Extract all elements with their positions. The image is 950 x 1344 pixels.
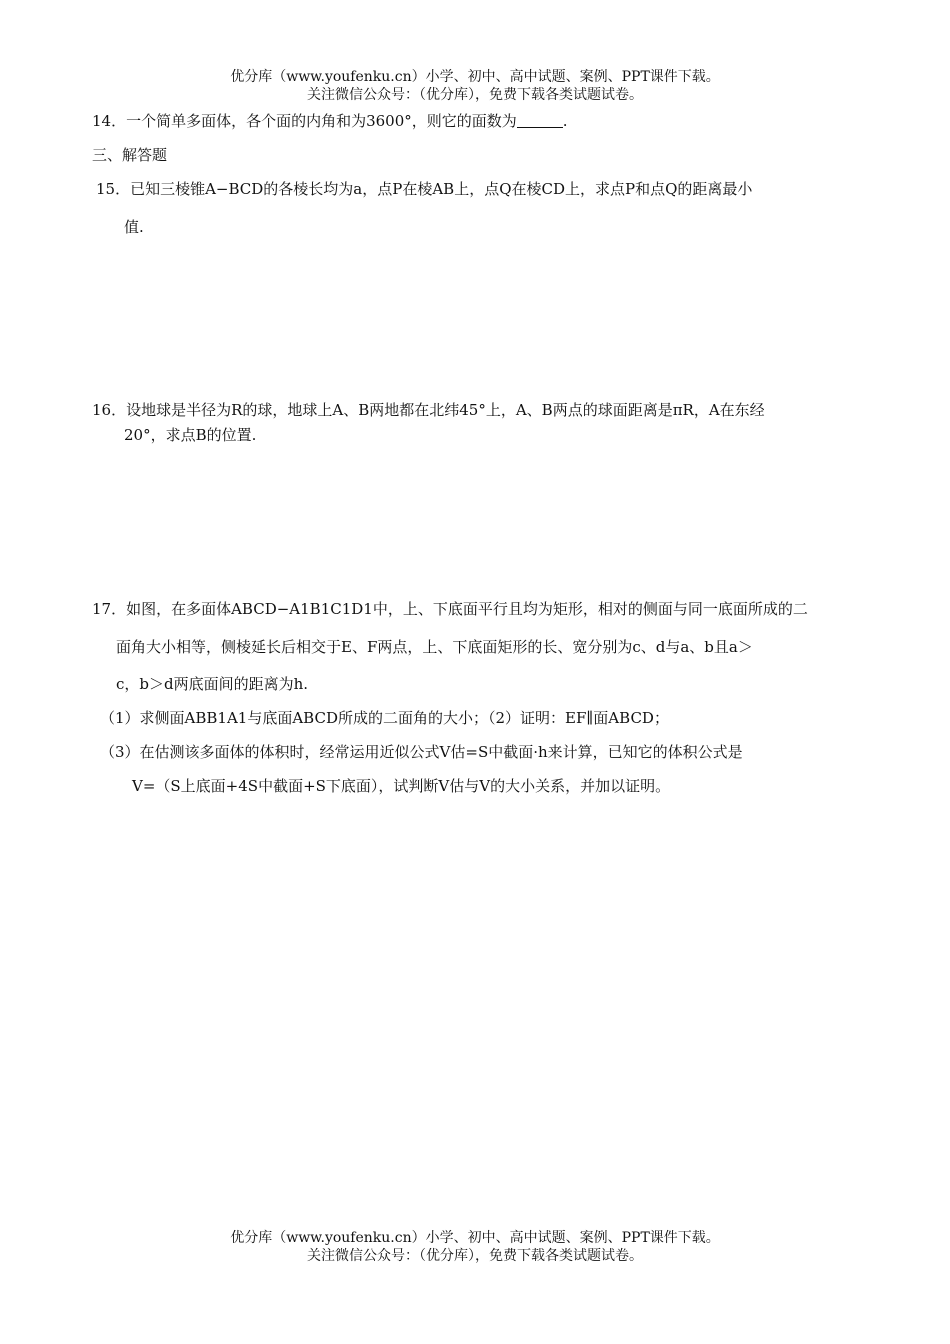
header-line-1: 优分库（www.youfenku.cn）小学、初中、高中试题、案例、PPT课件下载。 [230,69,720,85]
question-14-text: 一个简单多面体，各个面的内角和为3600°，则它的面数为 [126,112,517,130]
section-heading: 三、解答题 [92,146,168,164]
question-15-line-1: 已知三棱锥A−BCD的各棱长均为a，点P在棱AB上，点Q在棱CD上，求点P和点Q的距离最小 [130,180,753,198]
question-17-line-1: 如图，在多面体ABCD−A1B1C1D1中，上、下底面平行且均为矩形，相对的侧面与同一底面所成的二 [126,600,808,618]
question-14-end: . [562,112,568,130]
question-15-number: 15． [96,180,131,198]
answer-blank [517,113,563,128]
question-15-line-2: 值. [124,218,144,236]
question-17-line-2: 面角大小相等，侧棱延长后相交于E、F两点，上、下底面矩形的长、宽分别为c、d与a、b且a＞ [116,638,753,656]
question-17-line-3: c，b＞d两底面间的距离为h. [116,675,309,693]
question-17-part-3: （3）在估测该多面体的体积时，经常运用近似公式V估=S中截面·h来计算，已知它的体积公式是 [100,743,743,761]
question-17-volume-formula: V=（S上底面+4S中截面+S下底面），试判断V估与V的大小关系，并加以证明。 [132,777,671,795]
page-header [0,68,950,104]
header-line-2: 关注微信公众号：（优分库），免费下载各类试题试卷。 [307,87,643,103]
question-17-number: 17． [92,600,127,618]
question-16-number: 16． [92,401,127,419]
page-footer [0,1229,950,1265]
question-16-line-1: 设地球是半径为R的球，地球上A、B两地都在北纬45°上，A、B两点的球面距离是πR，A在东经 [126,401,765,419]
question-14-number: 14． [92,112,127,130]
question-16-line-2: 20°，求点B的位置. [124,426,257,444]
footer-line-1: 优分库（www.youfenku.cn）小学、初中、高中试题、案例、PPT课件下载。 [230,1230,720,1246]
footer-line-2: 关注微信公众号：（优分库），免费下载各类试题试卷。 [307,1248,643,1264]
question-14 [92,110,568,131]
question-17-parts-1-2: （1）求侧面ABB1A1与底面ABCD所成的二面角的大小；（2）证明：EF∥面ABCD； [100,709,669,727]
